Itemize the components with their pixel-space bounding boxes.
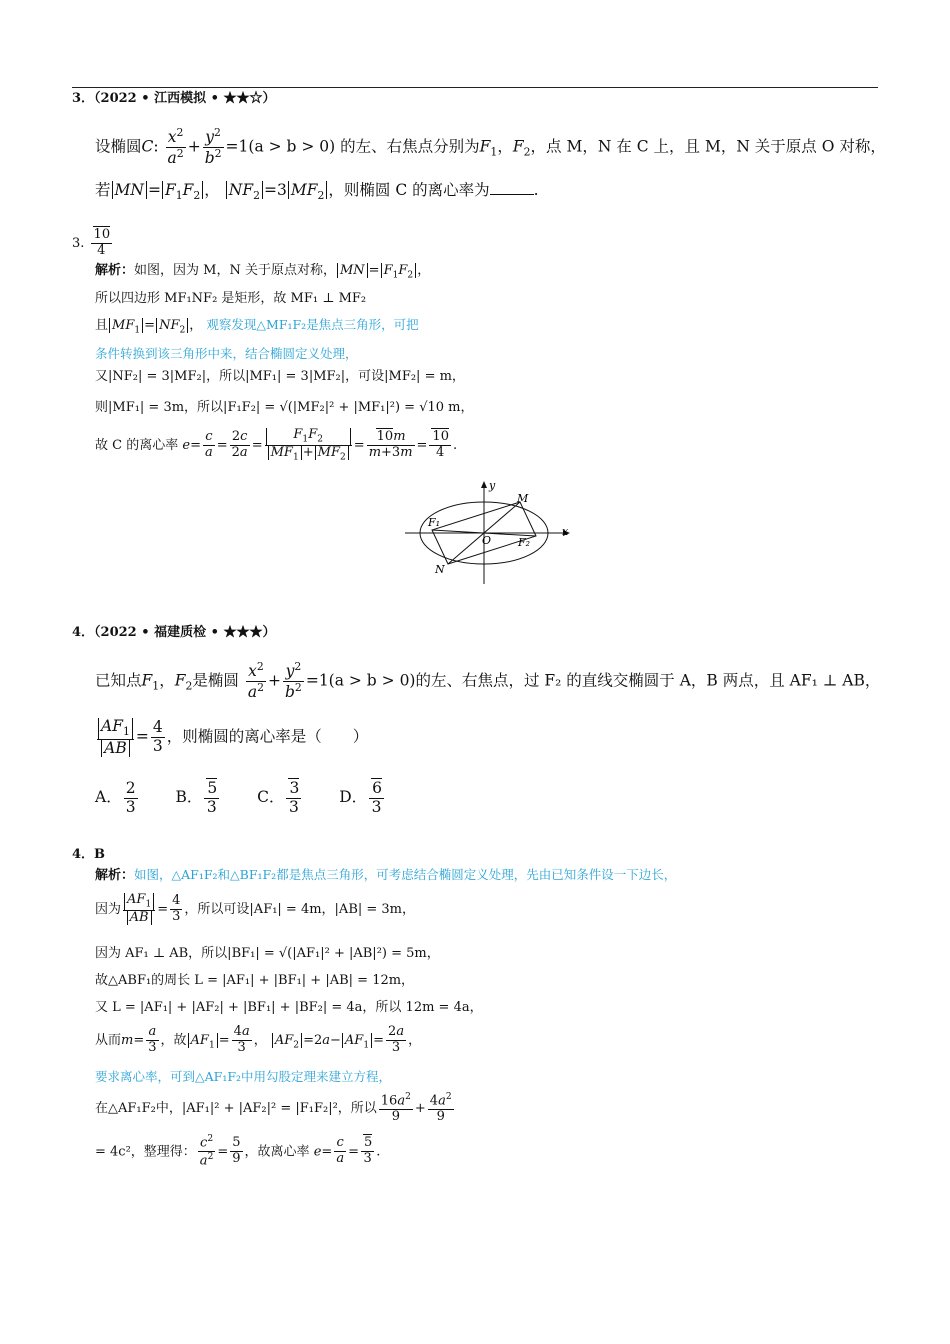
q4-sol-header: 解析：如图，△AF₁F₂和△BF₁F₂都是焦点三角形，可考虑结合椭圆定义处理，先由已知条件设一下边长， xyxy=(95,867,677,883)
q4-header: 4．（2022 • 福建质检 • ★★★） xyxy=(72,625,276,640)
q3-answer: 3. $\frac{10}{4}$ xyxy=(72,227,111,258)
q3-answer-value: $\frac{10}{4}$ xyxy=(91,228,113,259)
q4-sol1: 因为 $\frac{AF_1}{AB}$ = $\frac{4}{3}$ ，所以可设|AF₁| = 4m，|AB| = 3m， xyxy=(95,892,416,926)
q3-sol6: 故 C 的离心率 e= $\frac{c}{a}$ = $\frac{2c}{2a}$ = $\frac{F_1F_2}{MF_1 + MF_2}$ = $\frac{10m}{m+3m}$ = $\frac{10}{4}$ . xyxy=(95,427,458,463)
ellipse-figure xyxy=(400,478,580,590)
option-b[interactable]: B． $\frac{5}{3}$ xyxy=(175,779,218,816)
q4-answer: 4．B xyxy=(72,847,106,862)
q3-header: 3．（2022 • 江西模拟 • ★★☆） xyxy=(72,91,276,106)
q3-sol2: 所以四边形 MF₁NF₂ 是矩形，故 MF₁ ⊥ MF₂ xyxy=(95,291,367,306)
q4-sol5: 从而m= $\frac{a}{3}$ ，故 $AF_1$ = $\frac{4a}{3}$ ， $AF_2 =2a- AF_1$ = $\frac{2a}{3}$ ， xyxy=(95,1024,422,1055)
q4-sol4: 又 L = |AF₁| + |AF₂| + |BF₁| + |BF₂| = 4a，所以 12m = 4a， xyxy=(95,1000,483,1015)
q3-line2: 若 MN = $F_1F_2$ ， $NF_2 =3$ $MF_2$ ，则椭圆 C 的离心率为 . xyxy=(95,181,539,203)
q3-sol1: 解析：如图，因为 M，N 关于原点对称， MN = $F_1F_2$ ， xyxy=(95,263,431,281)
q3-hint2: 条件转换到该三角形中来，结合椭圆定义处理， xyxy=(95,346,358,361)
q4-sol2: 因为 AF₁ ⊥ AB，所以|BF₁| = √(|AF₁|² + |AB|²) = 5m， xyxy=(95,946,440,961)
q4-line1: 已知点$F_1$，$F_2$是椭圆 $\frac{x^2}{a^2}$ + $\frac{y^2}{b^2}$ =1(a > b > 0)的左、右焦点，过 F₂ 的直线交椭圆于 A，B 两点，且 AF₁ ⊥ AB， xyxy=(95,660,881,702)
q3-sol3: 且 $MF_1 = NF_2$ ， 观察发现△MF₁F₂是焦点三角形，可把 xyxy=(95,317,419,336)
q4-hint1: 如图，△AF₁F₂和△BF₁F₂都是焦点三角形，可考虑结合椭圆定义处理，先由已知条件设一下边长， xyxy=(134,867,677,882)
top-rule xyxy=(72,87,878,88)
q4-line2: $\frac{AF_1}{AB}$ = $\frac{4}{3}$ ，则椭圆的离心率是（ ） xyxy=(95,718,368,757)
label-o: O xyxy=(482,534,492,547)
label-m: M xyxy=(517,492,529,505)
label-y: y xyxy=(489,479,496,492)
y-axis-arrow xyxy=(481,481,487,488)
option-c[interactable]: C． $\frac{3}{3}$ xyxy=(257,779,300,816)
label-n: N xyxy=(435,563,445,576)
label-f2: F₂ xyxy=(518,536,531,549)
q4-options xyxy=(95,780,386,817)
q3-sol4: 又|NF₂| = 3|MF₂|，所以|MF₁| = 3|MF₂|，可设|MF₂| = m， xyxy=(95,369,465,384)
q4-sol6: 在△AF₁F₂中，|AF₁|² + |AF₂|² = |F₁F₂|²，所以 $\frac{16a^2}{9}$ + $\frac{4a^2}{9}$ xyxy=(95,1092,452,1125)
option-d[interactable]: D． $\frac{6}{3}$ xyxy=(339,779,383,816)
q3-sol5: 则|MF₁| = 3m，所以|F₁F₂| = √(|MF₂|² + |MF₁|²) = √10 m， xyxy=(95,400,474,415)
q4-hint2: 要求离心率，可到△AF₁F₂中用勾股定理来建立方程， xyxy=(95,1069,392,1084)
label-x: x xyxy=(562,525,569,538)
q4-sol3: 故△ABF₁的周长 L = |AF₁| + |BF₁| + |AB| = 12m， xyxy=(95,973,415,988)
q3-hint1: 观察发现△MF₁F₂是焦点三角形，可把 xyxy=(206,317,419,332)
q3-line1: 设椭圆C: $\frac{x^2}{a^2}$ + $\frac{y^2}{b^2}$ =1(a > b > 0) 的左、右焦点分别为$F_1$，$F_2$，点 M，N 在 C 上，且 M，N 关于原点 O 对称， xyxy=(95,126,886,168)
q4-sol7: = 4c²，整理得： $\frac{c^2}{a^2}$ = $\frac{5}{9}$ ，故离心率 e= $\frac{c}{a}$ = $\frac{5}{3}$ . xyxy=(95,1134,381,1169)
option-a[interactable]: A． $\frac{2}{3}$ xyxy=(95,779,136,816)
answer-blank xyxy=(490,180,534,195)
label-f1: F₁ xyxy=(428,516,441,529)
